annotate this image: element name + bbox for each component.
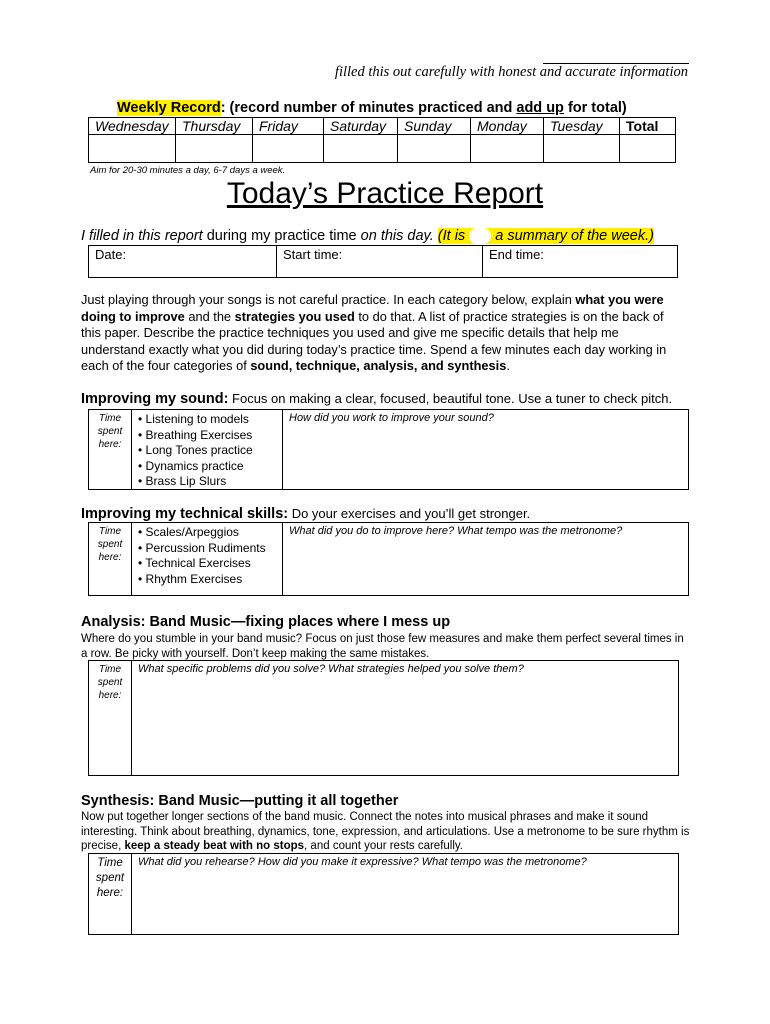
synthesis-answer-field[interactable]: What did you rehearse? How did you make it expressive? What tempo was the metronome? <box>138 856 587 868</box>
total-cell[interactable] <box>620 135 676 163</box>
minutes-cell[interactable] <box>176 135 253 163</box>
minutes-cell[interactable] <box>253 135 324 163</box>
sound-strategy-list <box>132 410 283 489</box>
page-title: Today’s Practice Report <box>226 177 544 210</box>
technical-box <box>88 522 689 596</box>
sound-heading: Improving my sound: Focus on making a clear, focused, beautiful tone. Use a tuner to check pitch. <box>81 391 673 407</box>
total-header: Total <box>620 118 676 135</box>
weekly-record-table <box>88 117 676 163</box>
aim-note: Aim for 20-30 minutes a day, 6-7 days a week. <box>90 165 286 176</box>
date-time-table <box>88 245 678 278</box>
time-spent-field[interactable]: Time spent here: <box>89 523 132 595</box>
summary-note: (It is a summary of the week.) <box>437 228 654 244</box>
weekly-record-heading: Weekly Record: (record number of minutes practiced and add up for total) <box>117 100 627 116</box>
smudge-mark <box>469 228 491 244</box>
synthesis-heading: Synthesis: Band Music—putting it all together <box>81 793 399 809</box>
analysis-answer-field[interactable]: What specific problems did you solve? What strategies helped you solve them? <box>138 663 524 675</box>
analysis-box <box>88 660 679 776</box>
list-item: • Breathing Exercises <box>138 427 253 442</box>
synthesis-box <box>88 853 679 935</box>
list-item: • Scales/Arpeggios <box>138 525 239 539</box>
day-header: Monday <box>471 118 544 135</box>
end-time-field[interactable]: End time: <box>483 246 678 278</box>
minutes-cell[interactable] <box>544 135 620 163</box>
weekly-record-label: Weekly Record <box>117 100 221 116</box>
day-header: Tuesday <box>544 118 620 135</box>
technical-answer-field[interactable]: What did you do to improve here? What tempo was the metronome? <box>289 525 623 537</box>
filled-statement: I filled in this report during my practice time on this day. (It is a summary of the week.) <box>81 228 654 244</box>
analysis-heading: Analysis: Band Music—fixing places where I mess up <box>81 614 451 630</box>
minutes-cell[interactable] <box>324 135 398 163</box>
list-item: • Technical Exercises <box>138 556 251 570</box>
time-spent-field[interactable]: Time spent here: <box>89 410 132 489</box>
list-item: • Dynamics practice <box>138 458 244 473</box>
day-header: Thursday <box>176 118 253 135</box>
intro-paragraph: Just playing through your songs is not careful practice. In each category below, explain what you were doing to improve and the strategies you used to do that. A list of practice strategies is on the back of this paper. Describe the practice techniques you used and give me specific details that help me understand exactly what you did during today’s practice time. Spend a few minutes each day working in each of the four categories of sound, technique, analysis, and synthesis. <box>81 292 667 374</box>
honesty-statement: filled this out carefully with honest and accurate information <box>334 64 688 80</box>
day-header: Wednesday <box>89 118 176 135</box>
time-spent-field[interactable]: Time spent here: <box>89 661 132 775</box>
technical-strategy-list <box>132 523 283 595</box>
minutes-cell[interactable] <box>89 135 176 163</box>
minutes-cell[interactable] <box>398 135 471 163</box>
list-item: • Percussion Rudiments <box>138 540 266 555</box>
synthesis-description: Now put together longer sections of the band music. Connect the notes into musical phrases and make it sound interesting. Think about breathing, dynamics, tone, expression, and articulations. Use a metronome to be sure rhythm is precise, keep a steady beat with no stops, and count your rests carefully. <box>81 811 690 852</box>
list-item: • Brass Lip Slurs <box>138 474 227 488</box>
time-spent-field[interactable]: Time spent here: <box>89 854 132 934</box>
day-header: Friday <box>253 118 324 135</box>
date-field[interactable]: Date: <box>89 246 277 278</box>
analysis-description: Where do you stumble in your band music? Focus on just those few measures and make them perfect several times in a row. Be picky with yourself. Don’t keep making the same mistakes. <box>81 633 684 660</box>
sound-answer-field[interactable]: How did you work to improve your sound? <box>289 412 494 424</box>
sound-box <box>88 409 689 490</box>
start-time-field[interactable]: Start time: <box>277 246 483 278</box>
list-item: • Listening to models <box>138 412 249 426</box>
technical-heading: Improving my technical skills: Do your exercises and you’ll get stronger. <box>81 506 531 522</box>
day-header: Sunday <box>398 118 471 135</box>
list-item: • Rhythm Exercises <box>138 571 243 586</box>
minutes-cell[interactable] <box>471 135 544 163</box>
day-header: Saturday <box>324 118 398 135</box>
list-item: • Long Tones practice <box>138 443 253 457</box>
